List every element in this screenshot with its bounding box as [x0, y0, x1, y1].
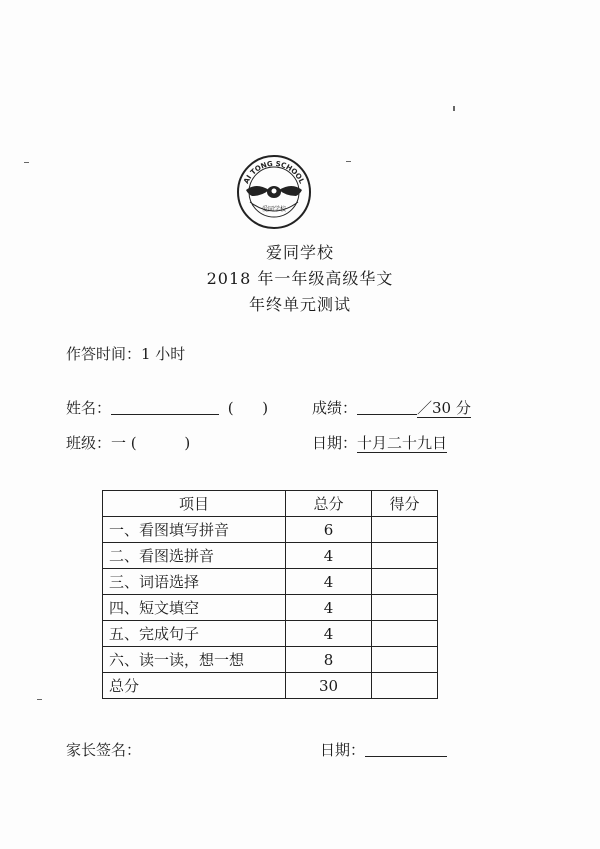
date-row: [312, 432, 447, 453]
row-total: 4: [286, 621, 372, 647]
row-item: 二、看图选拼音: [103, 543, 286, 569]
row-score-cell[interactable]: [372, 569, 438, 595]
row-total: 4: [286, 595, 372, 621]
row-item: 四、短文填空: [103, 595, 286, 621]
name-paren: ( ): [227, 399, 269, 417]
row-total: 4: [286, 569, 372, 595]
score-value: ／30 分: [417, 399, 471, 417]
row-score-cell[interactable]: [372, 517, 438, 543]
table-total-row: [103, 673, 438, 699]
row-score-cell[interactable]: [372, 543, 438, 569]
header-total: 总分: [286, 491, 372, 517]
date-value: 十月二十九日: [357, 434, 448, 452]
class-row: [66, 432, 190, 453]
header-item: 项目: [103, 491, 286, 517]
row-item: 三、词语选择: [103, 569, 286, 595]
scan-speck: [24, 162, 29, 163]
row-score-cell[interactable]: [372, 647, 438, 673]
row-item: 六、读一读，想一想: [103, 647, 286, 673]
table-row: [103, 621, 438, 647]
logo-arc-text: AI TONG SCHOOL: [242, 159, 306, 185]
table-header-row: [103, 491, 438, 517]
scan-speck: [346, 161, 351, 162]
date-label: 日期：: [312, 434, 358, 452]
class-label: 班级：: [66, 434, 112, 452]
parent-sign-label: 家长签名：: [66, 741, 142, 759]
scan-speck: [453, 106, 455, 111]
exam-subtitle: 2018 年一年级高级华文: [206, 269, 394, 288]
scan-speck: [37, 699, 42, 700]
table-row: [103, 543, 438, 569]
total-value: 30: [286, 673, 372, 699]
name-label: 姓名：: [66, 399, 112, 417]
row-total: 6: [286, 517, 372, 543]
row-item: 五、完成句子: [103, 621, 286, 647]
score-label: 成绩：: [312, 399, 358, 417]
exam-title: 年终单元测试: [248, 295, 351, 314]
table-row: [103, 517, 438, 543]
table-row: [103, 569, 438, 595]
row-score-cell[interactable]: [372, 621, 438, 647]
footer-date-blank[interactable]: [365, 742, 447, 757]
table-row: [103, 595, 438, 621]
table-row: [103, 647, 438, 673]
score-blank[interactable]: [357, 400, 417, 415]
total-label: 总分: [103, 673, 286, 699]
total-score-cell[interactable]: [372, 673, 438, 699]
name-row: [66, 397, 268, 418]
footer-date-row: [320, 739, 447, 760]
row-score-cell[interactable]: [372, 595, 438, 621]
score-table: [102, 490, 438, 699]
row-total: 4: [286, 543, 372, 569]
name-blank[interactable]: [111, 400, 219, 415]
duration: 作答时间：1 小时: [66, 345, 186, 363]
score-row: [312, 397, 471, 418]
footer-date-label: 日期：: [320, 741, 366, 759]
school-name: 爱同学校: [265, 243, 334, 262]
school-logo: [236, 154, 312, 230]
header-score: 得分: [372, 491, 438, 517]
class-value: 一 ( ): [111, 434, 191, 452]
logo-motto: 爱同学校: [261, 206, 287, 213]
row-total: 8: [286, 647, 372, 673]
row-item: 一、看图填写拼音: [103, 517, 286, 543]
